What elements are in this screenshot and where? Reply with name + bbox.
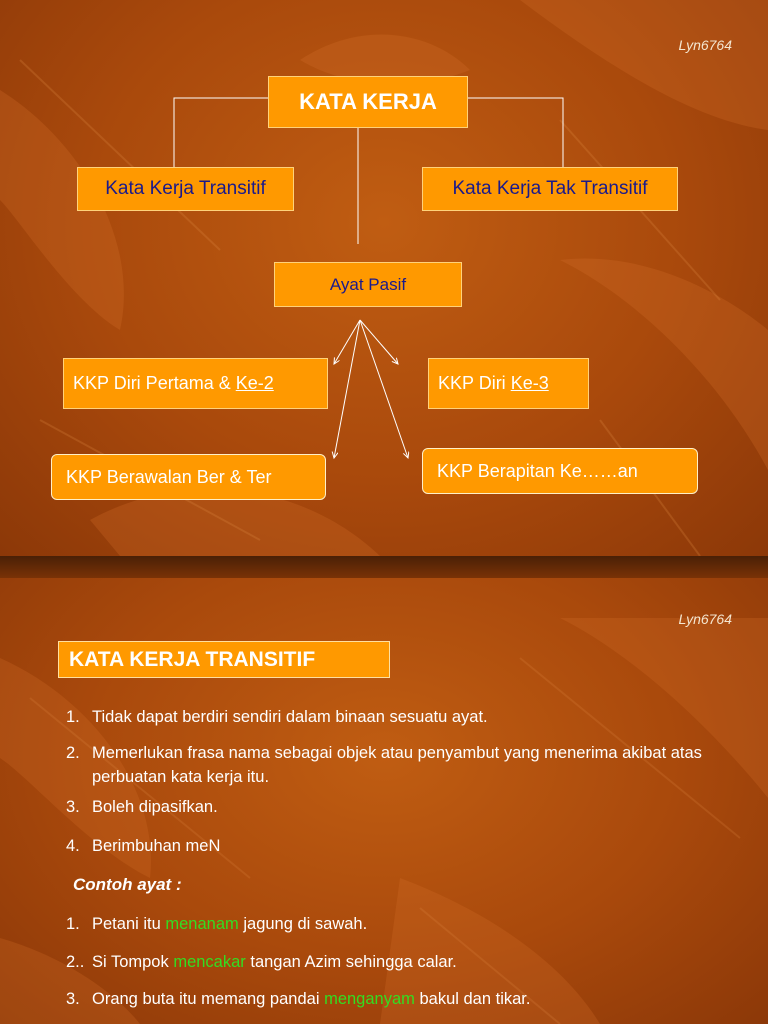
node-kata-kerja-tak-transitif	[422, 167, 678, 211]
list-item	[66, 798, 726, 817]
root-node-kata-kerja	[268, 76, 468, 128]
example-item	[66, 915, 726, 934]
ke-2-link[interactable]: Ke-2	[235, 373, 274, 393]
node-kkp-diri-ke-3	[428, 358, 589, 409]
item-number: 3.	[66, 798, 80, 816]
sentence-start: Orang buta itu memang pandai	[92, 990, 325, 1008]
transitive-verb: menganyam	[324, 990, 415, 1008]
sentence-end: bakul dan tikar.	[414, 990, 531, 1008]
example-heading: Contoh ayat :	[73, 875, 182, 894]
example-item	[66, 990, 726, 1009]
node-kkp-diri-pertama	[63, 358, 328, 409]
author-credit: Lyn6764	[678, 611, 732, 627]
sentence-start: Si Tompok	[92, 953, 174, 971]
list-item	[66, 708, 726, 727]
node-label: KKP Diri	[438, 373, 511, 393]
item-number: 3.	[66, 990, 80, 1008]
node-kkp-berawalan	[51, 454, 326, 500]
node-kata-kerja-transitif	[77, 167, 294, 211]
node-label: Ayat Pasif	[329, 274, 407, 294]
sentence-start: Petani itu	[92, 915, 166, 933]
sentence-end: tangan Azim sehingga calar.	[245, 953, 457, 971]
item-number: 4.	[66, 837, 80, 855]
slide-title	[58, 641, 390, 678]
root-label: KATA KERJA	[299, 89, 437, 114]
node-label: Kata Kerja Transitif	[105, 178, 266, 199]
item-number: 1.	[66, 915, 80, 933]
item-number: 2.	[66, 744, 80, 762]
item-number: 2..	[66, 953, 85, 971]
slide-2	[0, 578, 768, 1024]
slide-title-text: KATA KERJA TRANSITIF	[69, 647, 316, 671]
transitive-verb: menanam	[165, 915, 239, 933]
author-credit: Lyn6764	[678, 37, 732, 53]
item-text: Memerlukan frasa nama sebagai objek atau penyambut yang menerima akibat atas perbuatan kata kerja itu.	[92, 744, 702, 786]
node-label: KKP Diri Pertama &	[73, 373, 236, 393]
transitive-verb: mencakar	[173, 953, 246, 971]
sentence-end: jagung di sawah.	[238, 915, 368, 933]
item-text: Berimbuhan meN	[92, 837, 221, 855]
node-label: KKP Berawalan Ber & Ter	[66, 466, 272, 487]
item-text: Boleh dipasifkan.	[92, 798, 218, 816]
node-kkp-berapitan	[422, 448, 698, 494]
slide-separator	[0, 556, 768, 578]
list-item	[66, 741, 726, 789]
node-label: KKP Berapitan Ke……an	[437, 460, 638, 481]
node-ayat-pasif	[274, 262, 462, 307]
item-text: Tidak dapat berdiri sendiri dalam binaan sesuatu ayat.	[92, 708, 488, 726]
item-number: 1.	[66, 708, 80, 726]
example-item	[66, 953, 726, 972]
list-item	[66, 837, 726, 856]
ke-3-link[interactable]: Ke-3	[510, 373, 549, 393]
node-label: Kata Kerja Tak Transitif	[452, 178, 648, 199]
